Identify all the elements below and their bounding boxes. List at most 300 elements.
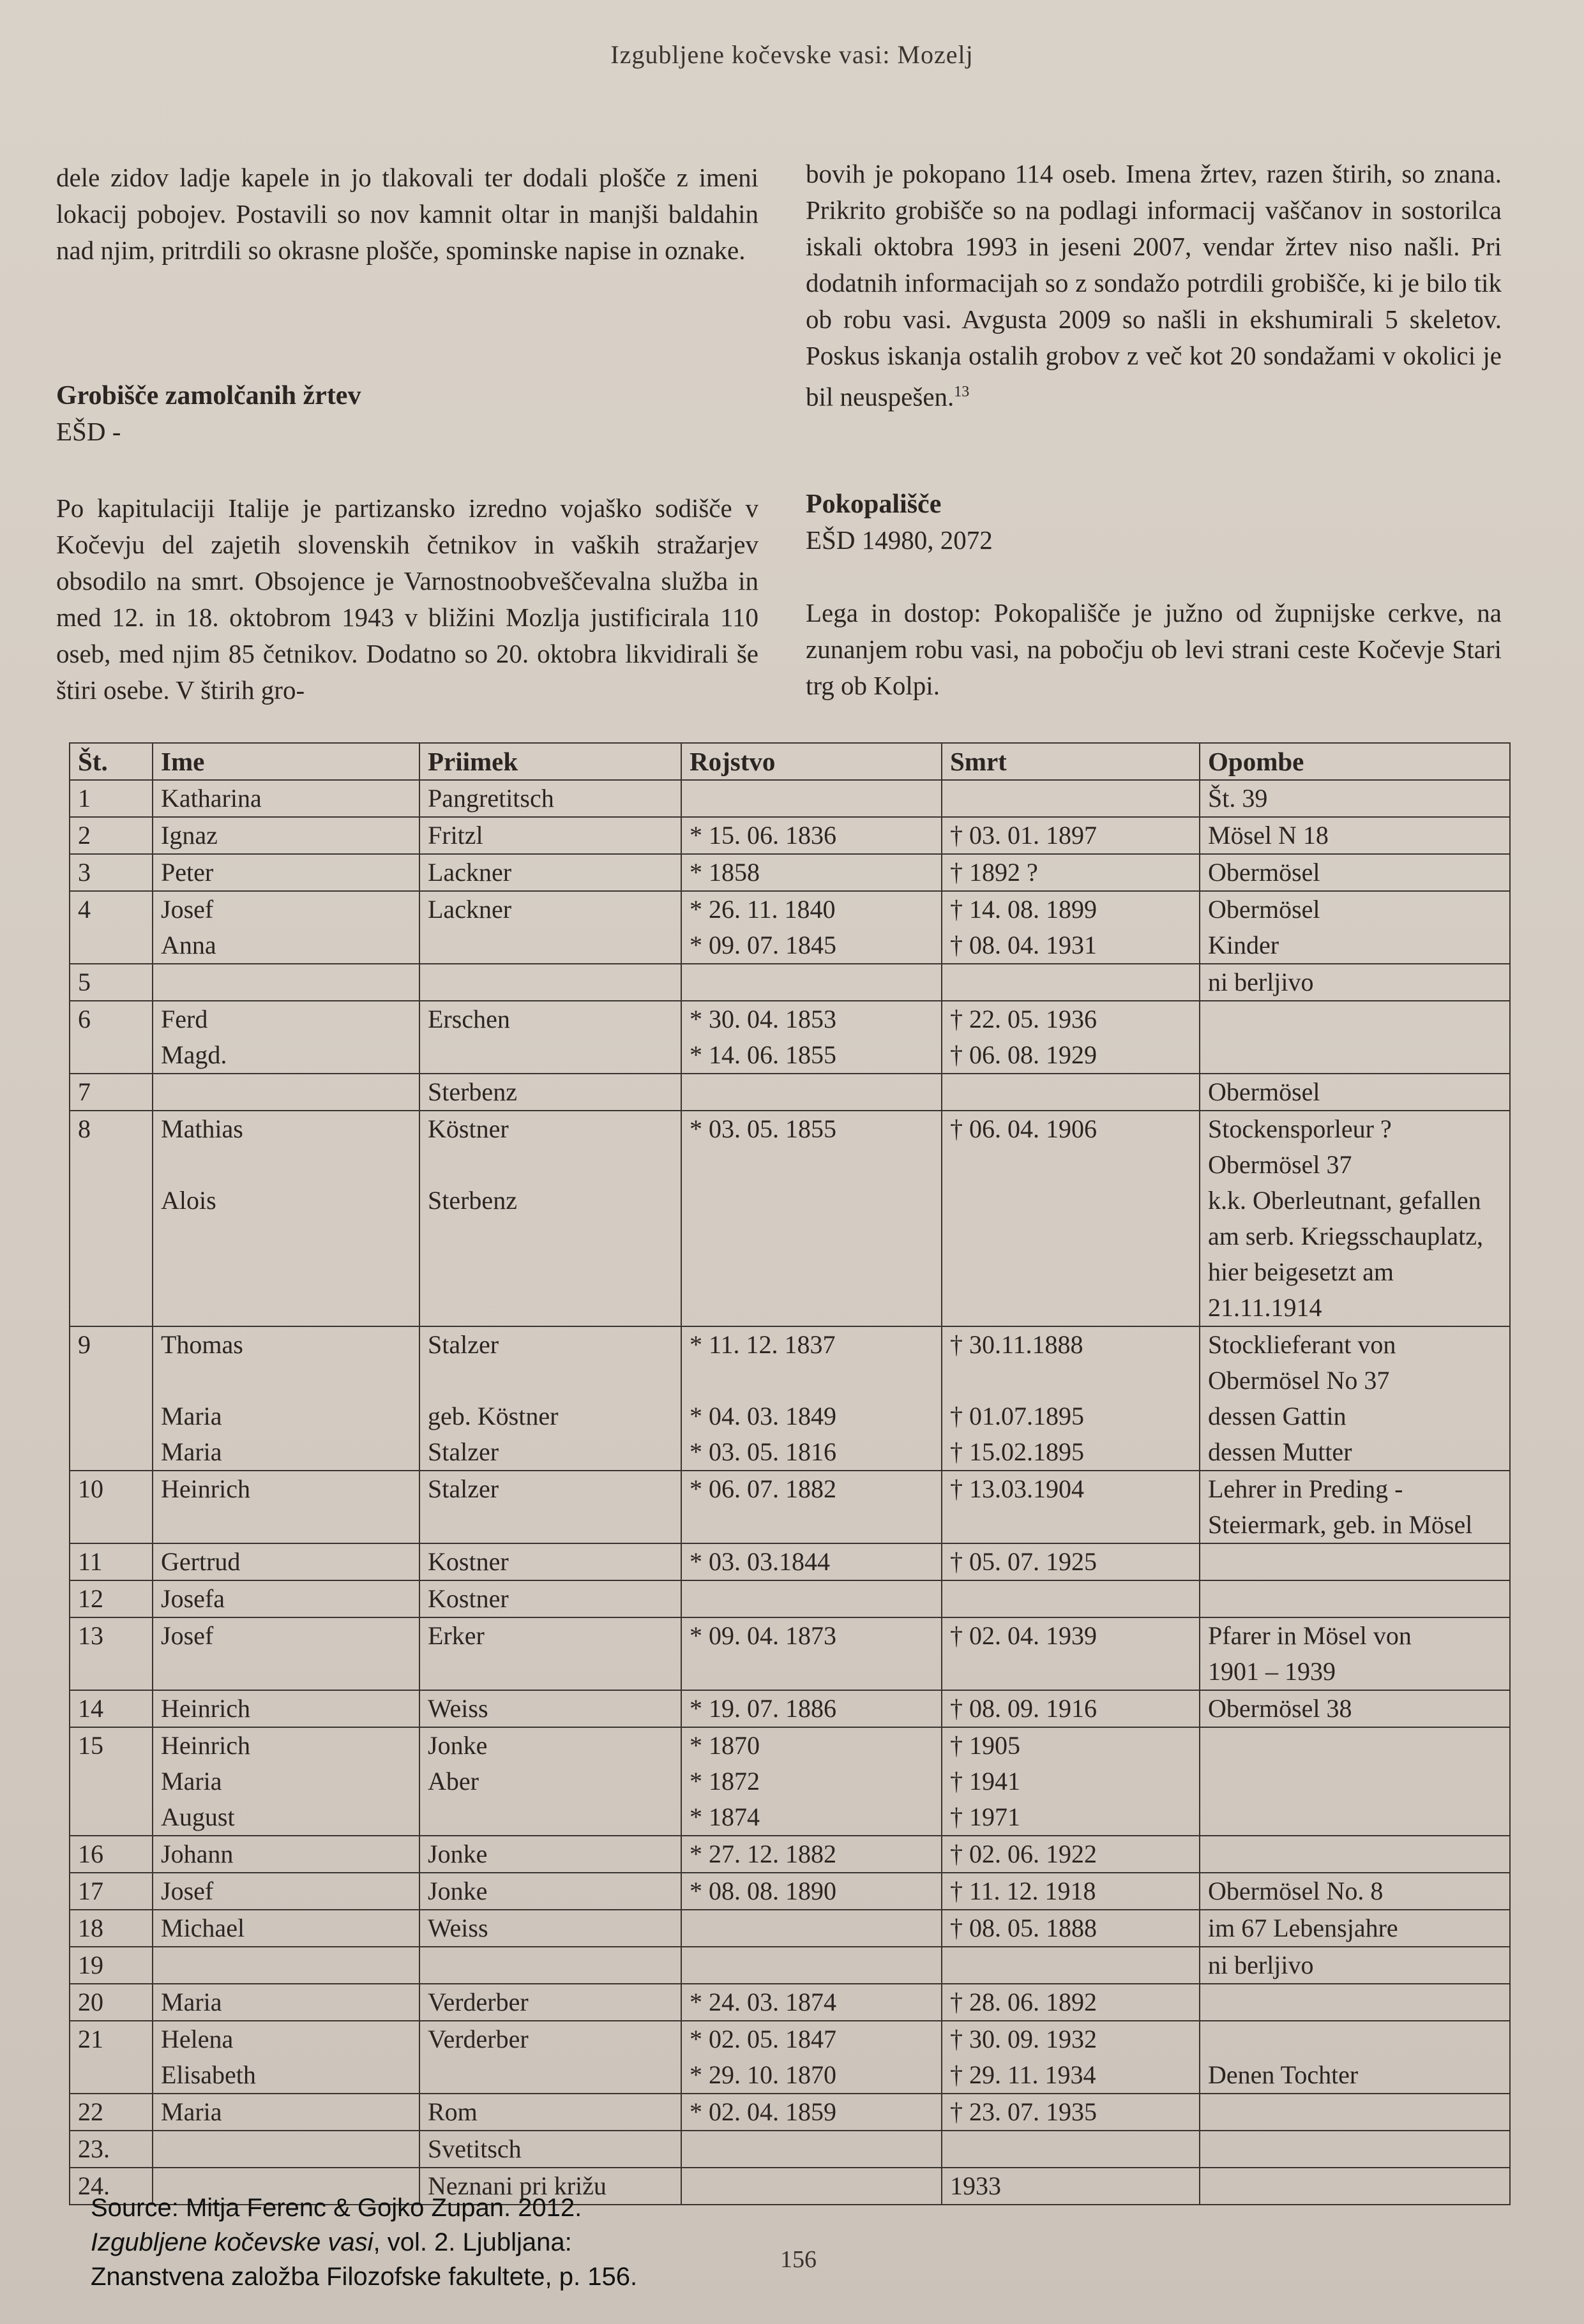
cell-line: Sterbenz — [428, 1077, 517, 1106]
cell-line: am serb. Kriegsschauplatz, — [1208, 1222, 1483, 1250]
cell-opombe — [1200, 1580, 1510, 1617]
cell-ime — [153, 1001, 419, 1074]
cell-opombe — [1200, 1001, 1510, 1074]
cell-opombe — [1200, 1690, 1510, 1727]
cell-line: * 09. 04. 1873 — [690, 1621, 836, 1650]
cell-line: Verderber — [428, 1988, 529, 2016]
cell-opombe — [1200, 854, 1510, 891]
right-continuation-text: bovih je pokopano 114 oseb. Imena žrtev, razen štirih, so znana. Prikrito grobišče so na podlagi informacij vaščanov in sostorilca iskali oktobra 1993 in jeseni 2007, vendar žrtev niso našli. Pri dodatnih informacijah so z sondažo potrdili grobišče, ki je bilo tik ob robu vasi. Avgusta 2009 so našli in ekshumirali 5 skeletov. Poskus iskanja ostalih grobov z več kot 20 sondažami v okolici je bil neuspešen. — [806, 159, 1502, 412]
cell-ime — [153, 1873, 419, 1910]
cell-priimek — [419, 1910, 681, 1947]
cell-line: † 29. 11. 1934 — [950, 2060, 1096, 2089]
table-row — [70, 1984, 1510, 2021]
left-section — [56, 378, 758, 450]
cell-priimek — [419, 1836, 681, 1873]
cell-line: Obermösel No 37 — [1208, 1366, 1390, 1395]
cell-smrt — [942, 1836, 1200, 1873]
cell-smrt — [942, 1001, 1200, 1074]
cell-ime — [153, 2094, 419, 2131]
cell-opombe — [1200, 1326, 1510, 1471]
cell-line: Josefa — [161, 1584, 225, 1613]
cell-opombe — [1200, 1617, 1510, 1690]
cell-priimek — [419, 2131, 681, 2168]
cell-st: 2 — [70, 817, 153, 854]
cell-st: 11 — [70, 1543, 153, 1580]
cell-line: k.k. Oberleutnant, gefallen — [1208, 1186, 1481, 1215]
cell-rojstvo — [681, 1326, 942, 1471]
cell-line — [161, 1147, 411, 1183]
cell-smrt — [942, 964, 1200, 1001]
cell-rojstvo — [681, 854, 942, 891]
cell-smrt — [942, 2168, 1200, 2205]
cell-line: 21.11.1914 — [1208, 1293, 1322, 1322]
cell-rojstvo — [681, 1873, 942, 1910]
cell-line: * 03. 05. 1855 — [690, 1114, 836, 1143]
cell-priimek — [419, 1326, 681, 1471]
cell-rojstvo — [681, 817, 942, 854]
right-section — [806, 486, 1502, 559]
cell-line — [428, 964, 673, 1000]
cell-line — [428, 1254, 673, 1290]
cell-line: * 06. 07. 1882 — [690, 1474, 836, 1503]
cell-line — [950, 1363, 1191, 1398]
cell-line — [161, 1363, 411, 1398]
table-row — [70, 1074, 1510, 1111]
source-line-2-rest: , vol. 2. Ljubljana: — [373, 2228, 572, 2256]
cell-priimek — [419, 1617, 681, 1690]
cell-line: * 11. 12. 1837 — [690, 1330, 836, 1359]
cell-line — [690, 1581, 933, 1617]
cell-line — [161, 964, 411, 1000]
cell-rojstvo — [681, 2094, 942, 2131]
cell-smrt — [942, 1074, 1200, 1111]
table-row — [70, 1543, 1510, 1580]
cell-line — [690, 781, 933, 816]
cell-line: † 08. 05. 1888 — [950, 1914, 1097, 1942]
table-row — [70, 1690, 1510, 1727]
cell-st: 21 — [70, 2021, 153, 2094]
cell-ime — [153, 1111, 419, 1326]
cell-line: * 15. 06. 1836 — [690, 821, 836, 850]
cell-line: * 1874 — [690, 1803, 760, 1831]
cell-st: 9 — [70, 1326, 153, 1471]
cell-line: * 1870 — [690, 1731, 760, 1760]
cell-line — [950, 1654, 1191, 1690]
cell-line — [1208, 2131, 1502, 2167]
table-row — [70, 891, 1510, 964]
cell-line: Jonke — [428, 1731, 488, 1760]
cell-ime — [153, 1617, 419, 1690]
cell-line: † 13.03.1904 — [950, 1474, 1084, 1503]
cell-line: Stocklieferant von — [1208, 1330, 1396, 1359]
cell-line — [1208, 1799, 1502, 1835]
col-header-st: Št. — [70, 743, 153, 780]
cell-line — [690, 1910, 933, 1946]
cell-line — [690, 1507, 933, 1543]
cell-priimek — [419, 1543, 681, 1580]
cell-line: Pfarer in Mösel von — [1208, 1621, 1412, 1650]
cell-line: Obermösel — [1208, 895, 1320, 924]
cell-line: * 09. 07. 1845 — [690, 931, 836, 959]
cell-ime — [153, 780, 419, 817]
cell-smrt — [942, 1111, 1200, 1326]
cell-line — [1208, 1984, 1502, 2020]
cell-line: † 02. 06. 1922 — [950, 1840, 1097, 1868]
cell-line — [1208, 2094, 1502, 2130]
cell-st: 5 — [70, 964, 153, 1001]
cell-st: 6 — [70, 1001, 153, 1074]
cell-line: Anna — [161, 931, 216, 959]
cell-line: † 1941 — [950, 1767, 1020, 1795]
cell-ime — [153, 891, 419, 964]
cell-smrt — [942, 1947, 1200, 1984]
cell-line: Fritzl — [428, 821, 483, 850]
cell-line: † 1892 ? — [950, 858, 1038, 887]
cell-ime — [153, 817, 419, 854]
cell-line: * 29. 10. 1870 — [690, 2060, 836, 2089]
left-column — [56, 160, 758, 269]
cell-line: Stalzer — [428, 1437, 499, 1466]
cell-line — [950, 964, 1191, 1000]
cell-line: Michael — [161, 1914, 245, 1942]
cell-line: dessen Gattin — [1208, 1402, 1346, 1430]
footnote-mark: 13 — [954, 384, 970, 400]
cell-line — [690, 964, 933, 1000]
cell-st: 23. — [70, 2131, 153, 2168]
cell-ime — [153, 1947, 419, 1984]
cell-smrt — [942, 780, 1200, 817]
cell-line: * 24. 03. 1874 — [690, 1988, 836, 2016]
cell-line: ni berljivo — [1208, 1951, 1314, 1979]
cell-priimek — [419, 1984, 681, 2021]
cell-opombe — [1200, 780, 1510, 817]
cell-line — [950, 2131, 1191, 2167]
right-continuation-paragraph — [806, 156, 1502, 416]
cell-line: Erker — [428, 1621, 485, 1650]
cell-line: † 1971 — [950, 1803, 1020, 1831]
cell-line: * 1872 — [690, 1767, 760, 1795]
cell-ime — [153, 1326, 419, 1471]
cell-line: Katharina — [161, 784, 262, 813]
col-header-ime: Ime — [153, 743, 419, 780]
cell-line: August — [161, 1803, 235, 1831]
cell-rojstvo — [681, 891, 942, 964]
cell-line: Josef — [161, 895, 214, 924]
cell-line — [690, 1147, 933, 1183]
esd-code-left: EŠD - — [56, 417, 121, 446]
cell-rojstvo — [681, 2131, 942, 2168]
cell-rojstvo — [681, 1471, 942, 1543]
cell-line: † 06. 04. 1906 — [950, 1114, 1097, 1143]
cell-st: 16 — [70, 1836, 153, 1873]
cell-line: † 14. 08. 1899 — [950, 895, 1097, 924]
cell-line: * 02. 05. 1847 — [690, 2025, 836, 2053]
cell-smrt — [942, 817, 1200, 854]
cell-rojstvo — [681, 1727, 942, 1836]
cell-priimek — [419, 1001, 681, 1074]
cell-opombe — [1200, 817, 1510, 854]
cell-line: Gertrud — [161, 1547, 241, 1576]
col-header-priimek: Priimek — [419, 743, 681, 780]
cell-st: 12 — [70, 1580, 153, 1617]
cell-smrt — [942, 1727, 1200, 1836]
cell-st: 18 — [70, 1910, 153, 1947]
cell-line — [690, 1947, 933, 1983]
cell-line: † 28. 06. 1892 — [950, 1988, 1097, 2016]
cell-line: Heinrich — [161, 1731, 250, 1760]
cell-line — [428, 1947, 673, 1983]
cell-line: Obermösel 38 — [1208, 1694, 1352, 1723]
cell-line: Thomas — [161, 1330, 243, 1359]
cell-line: Obermösel — [1208, 1077, 1320, 1106]
col-header-smrt: Smrt — [942, 743, 1200, 780]
cell-priimek — [419, 1111, 681, 1326]
table-row — [70, 1001, 1510, 1074]
table-row — [70, 1326, 1510, 1471]
left-intro-paragraph: dele zidov ladje kapele in jo tlakovali ter dodali plošče z imeni lokacij pobojev. Postavili so nov kamnit oltar in manjši baldahin nad njim, pritrdili so okrasne plošče, spominske napise in oznake. — [56, 163, 758, 265]
cell-line — [161, 1507, 411, 1543]
section-heading-pokopalisce: Pokopališče — [806, 490, 942, 519]
cell-line: † 03. 01. 1897 — [950, 821, 1097, 850]
cell-line — [950, 1254, 1191, 1290]
left-body-paragraph: Po kapitulaciji Italije je partizansko izredno vojaško sodišče v Kočevju del zajetih slovenskih četnikov in vaških stražarjev obsodilo na smrt. Obsojence je Varnostnoobveščevalna služba in med 12. in 18. oktobrom 1943 v bližini Mozlja justificirala 110 oseb, med njim 85 četnikov. Dodatno so 20. oktobra likvidirali še štiri osebe. V štirih gro- — [56, 493, 758, 705]
cell-line — [428, 1218, 673, 1254]
cell-line: ni berljivo — [1208, 968, 1314, 996]
cell-priimek — [419, 1947, 681, 1984]
cell-line — [690, 2131, 933, 2167]
cell-line: Maria — [161, 1437, 222, 1466]
cell-line: Verderber — [428, 2025, 529, 2053]
cell-line: Weiss — [428, 1694, 488, 1723]
cell-line: Obermösel No. 8 — [1208, 1877, 1384, 1905]
table-header-row — [70, 743, 1510, 780]
cell-line: Maria — [161, 1767, 222, 1795]
cell-priimek — [419, 2094, 681, 2131]
cell-line — [950, 1290, 1191, 1326]
cell-opombe — [1200, 2021, 1510, 2094]
cell-smrt — [942, 1984, 1200, 2021]
cell-st: 24. — [70, 2168, 153, 2205]
cell-line: Obermösel — [1208, 858, 1320, 887]
cell-line: dessen Mutter — [1208, 1437, 1352, 1466]
cell-line — [950, 1147, 1191, 1183]
cell-opombe — [1200, 1947, 1510, 1984]
cell-priimek — [419, 817, 681, 854]
cell-line — [1208, 1836, 1502, 1872]
table-row — [70, 1727, 1510, 1836]
cell-line — [1208, 1764, 1502, 1799]
cell-rojstvo — [681, 1001, 942, 1074]
cell-line: * 03. 03.1844 — [690, 1547, 830, 1576]
cell-ime — [153, 1471, 419, 1543]
cell-opombe — [1200, 1984, 1510, 2021]
cell-smrt — [942, 1471, 1200, 1543]
cell-line: † 02. 04. 1939 — [950, 1621, 1097, 1650]
cell-smrt — [942, 1690, 1200, 1727]
running-head: Izgubljene kočevske vasi: Mozelj — [610, 40, 974, 69]
cell-line: geb. Köstner — [428, 1402, 559, 1430]
cell-line: * 27. 12. 1882 — [690, 1840, 836, 1868]
cell-line: im 67 Lebensjahre — [1208, 1914, 1398, 1942]
cell-rojstvo — [681, 1580, 942, 1617]
cell-line — [428, 1799, 673, 1835]
cell-line — [428, 1037, 673, 1073]
burials-table — [69, 742, 1511, 2205]
cell-line — [690, 1654, 933, 1690]
table-row — [70, 780, 1510, 817]
cell-st: 20 — [70, 1984, 153, 2021]
cell-line: Köstner — [428, 1114, 509, 1143]
cell-ime — [153, 854, 419, 891]
source-citation — [91, 2191, 793, 2294]
cell-line — [161, 1218, 411, 1254]
cell-line: † 11. 12. 1918 — [950, 1877, 1096, 1905]
cell-priimek — [419, 1690, 681, 1727]
page-number: 156 — [780, 2246, 817, 2273]
cell-line: Jonke — [428, 1877, 488, 1905]
cell-line: † 06. 08. 1929 — [950, 1040, 1097, 1069]
cell-line: Helena — [161, 2025, 234, 2053]
cell-line: Št. 39 — [1208, 784, 1268, 813]
cell-line: Peter — [161, 858, 214, 887]
cell-opombe — [1200, 1873, 1510, 1910]
cell-line — [690, 1218, 933, 1254]
cell-line — [161, 1254, 411, 1290]
cell-priimek — [419, 2021, 681, 2094]
cell-smrt — [942, 1580, 1200, 1617]
cell-rojstvo — [681, 1690, 942, 1727]
cell-line: Stockensporleur ? — [1208, 1114, 1392, 1143]
cell-st: 8 — [70, 1111, 153, 1326]
cell-line: Denen Tochter — [1208, 2060, 1359, 2089]
cell-line — [950, 1507, 1191, 1543]
cell-line — [428, 1507, 673, 1543]
cell-rojstvo — [681, 1617, 942, 1690]
cell-opombe — [1200, 2168, 1510, 2205]
cell-line — [1208, 1544, 1502, 1580]
table-row — [70, 964, 1510, 1001]
cell-line: Svetitsch — [428, 2134, 522, 2163]
cell-line: Maria — [161, 1988, 222, 2016]
cell-opombe — [1200, 2131, 1510, 2168]
cell-smrt — [942, 891, 1200, 964]
cell-st: 15 — [70, 1727, 153, 1836]
cell-line: Weiss — [428, 1914, 488, 1942]
cell-rojstvo — [681, 1910, 942, 1947]
cell-st: 4 — [70, 891, 153, 964]
cell-priimek — [419, 1873, 681, 1910]
table-row — [70, 1471, 1510, 1543]
cell-ime — [153, 1910, 419, 1947]
cell-smrt — [942, 1326, 1200, 1471]
source-title: Izgubljene kočevske vasi — [91, 2228, 373, 2256]
cell-line: † 30.11.1888 — [950, 1330, 1083, 1359]
cell-rojstvo — [681, 1543, 942, 1580]
cell-line: Stalzer — [428, 1330, 499, 1359]
cell-line — [950, 1581, 1191, 1617]
col-header-opombe: Opombe — [1200, 743, 1510, 780]
cell-line — [950, 781, 1191, 816]
cell-ime — [153, 1543, 419, 1580]
cell-rojstvo — [681, 1984, 942, 2021]
cell-line: Johann — [161, 1840, 234, 1868]
cell-line: † 15.02.1895 — [950, 1437, 1084, 1466]
cell-line: Ignaz — [161, 821, 218, 850]
cell-line — [161, 1290, 411, 1326]
cell-line — [428, 1363, 673, 1398]
cell-line: Josef — [161, 1877, 214, 1905]
cell-line: Maria — [161, 2097, 222, 2126]
cell-line: * 1858 — [690, 858, 760, 887]
right-column — [806, 156, 1502, 416]
cell-ime — [153, 2021, 419, 2094]
cell-line: * 30. 04. 1853 — [690, 1005, 836, 1033]
table-row — [70, 2021, 1510, 2094]
cell-line — [950, 1183, 1191, 1218]
cell-line — [690, 1074, 933, 1110]
cell-line — [1208, 1037, 1502, 1073]
cell-line: Ferd — [161, 1005, 208, 1033]
cell-line — [690, 1254, 933, 1290]
cell-priimek — [419, 1471, 681, 1543]
cell-line: † 22. 05. 1936 — [950, 1005, 1097, 1033]
cell-st: 14 — [70, 1690, 153, 1727]
cell-priimek — [419, 1580, 681, 1617]
cell-line — [161, 1947, 411, 1983]
cell-opombe — [1200, 1471, 1510, 1543]
cell-line — [1208, 1001, 1502, 1037]
cell-line: Rom — [428, 2097, 478, 2126]
left-body — [56, 490, 758, 708]
table-row — [70, 1836, 1510, 1873]
cell-ime — [153, 1836, 419, 1873]
cell-priimek — [419, 854, 681, 891]
cell-opombe — [1200, 2094, 1510, 2131]
cell-line: Steiermark, geb. in Mösel — [1208, 1510, 1473, 1539]
cell-line: Heinrich — [161, 1474, 250, 1503]
cell-line: Mathias — [161, 1114, 243, 1143]
table-row — [70, 817, 1510, 854]
cell-line: Lackner — [428, 858, 512, 887]
cell-smrt — [942, 1910, 1200, 1947]
table-row — [70, 2131, 1510, 2168]
table-row — [70, 854, 1510, 891]
cell-opombe — [1200, 1910, 1510, 1947]
cell-ime — [153, 1074, 419, 1111]
cell-line: * 02. 04. 1859 — [690, 2097, 836, 2126]
cell-line — [428, 1290, 673, 1326]
cell-line: Josef — [161, 1621, 214, 1650]
cell-line: † 08. 04. 1931 — [950, 931, 1097, 959]
table-row — [70, 1617, 1510, 1690]
cell-line: Lehrer in Preding - — [1208, 1474, 1403, 1503]
cell-line — [428, 927, 673, 963]
cell-line — [161, 1654, 411, 1690]
cell-line: * 04. 03. 1849 — [690, 1402, 836, 1430]
cell-ime — [153, 1727, 419, 1836]
cell-line: Maria — [161, 1402, 222, 1430]
cell-priimek — [419, 1727, 681, 1836]
cell-st: 13 — [70, 1617, 153, 1690]
cell-line — [690, 1363, 933, 1398]
source-line-2 — [91, 2225, 793, 2260]
cell-line — [690, 1183, 933, 1218]
cell-line — [161, 2131, 411, 2167]
cell-line — [1208, 1728, 1502, 1764]
cell-rojstvo — [681, 1111, 942, 1326]
cell-st: 19 — [70, 1947, 153, 1984]
cell-rojstvo — [681, 1836, 942, 1873]
